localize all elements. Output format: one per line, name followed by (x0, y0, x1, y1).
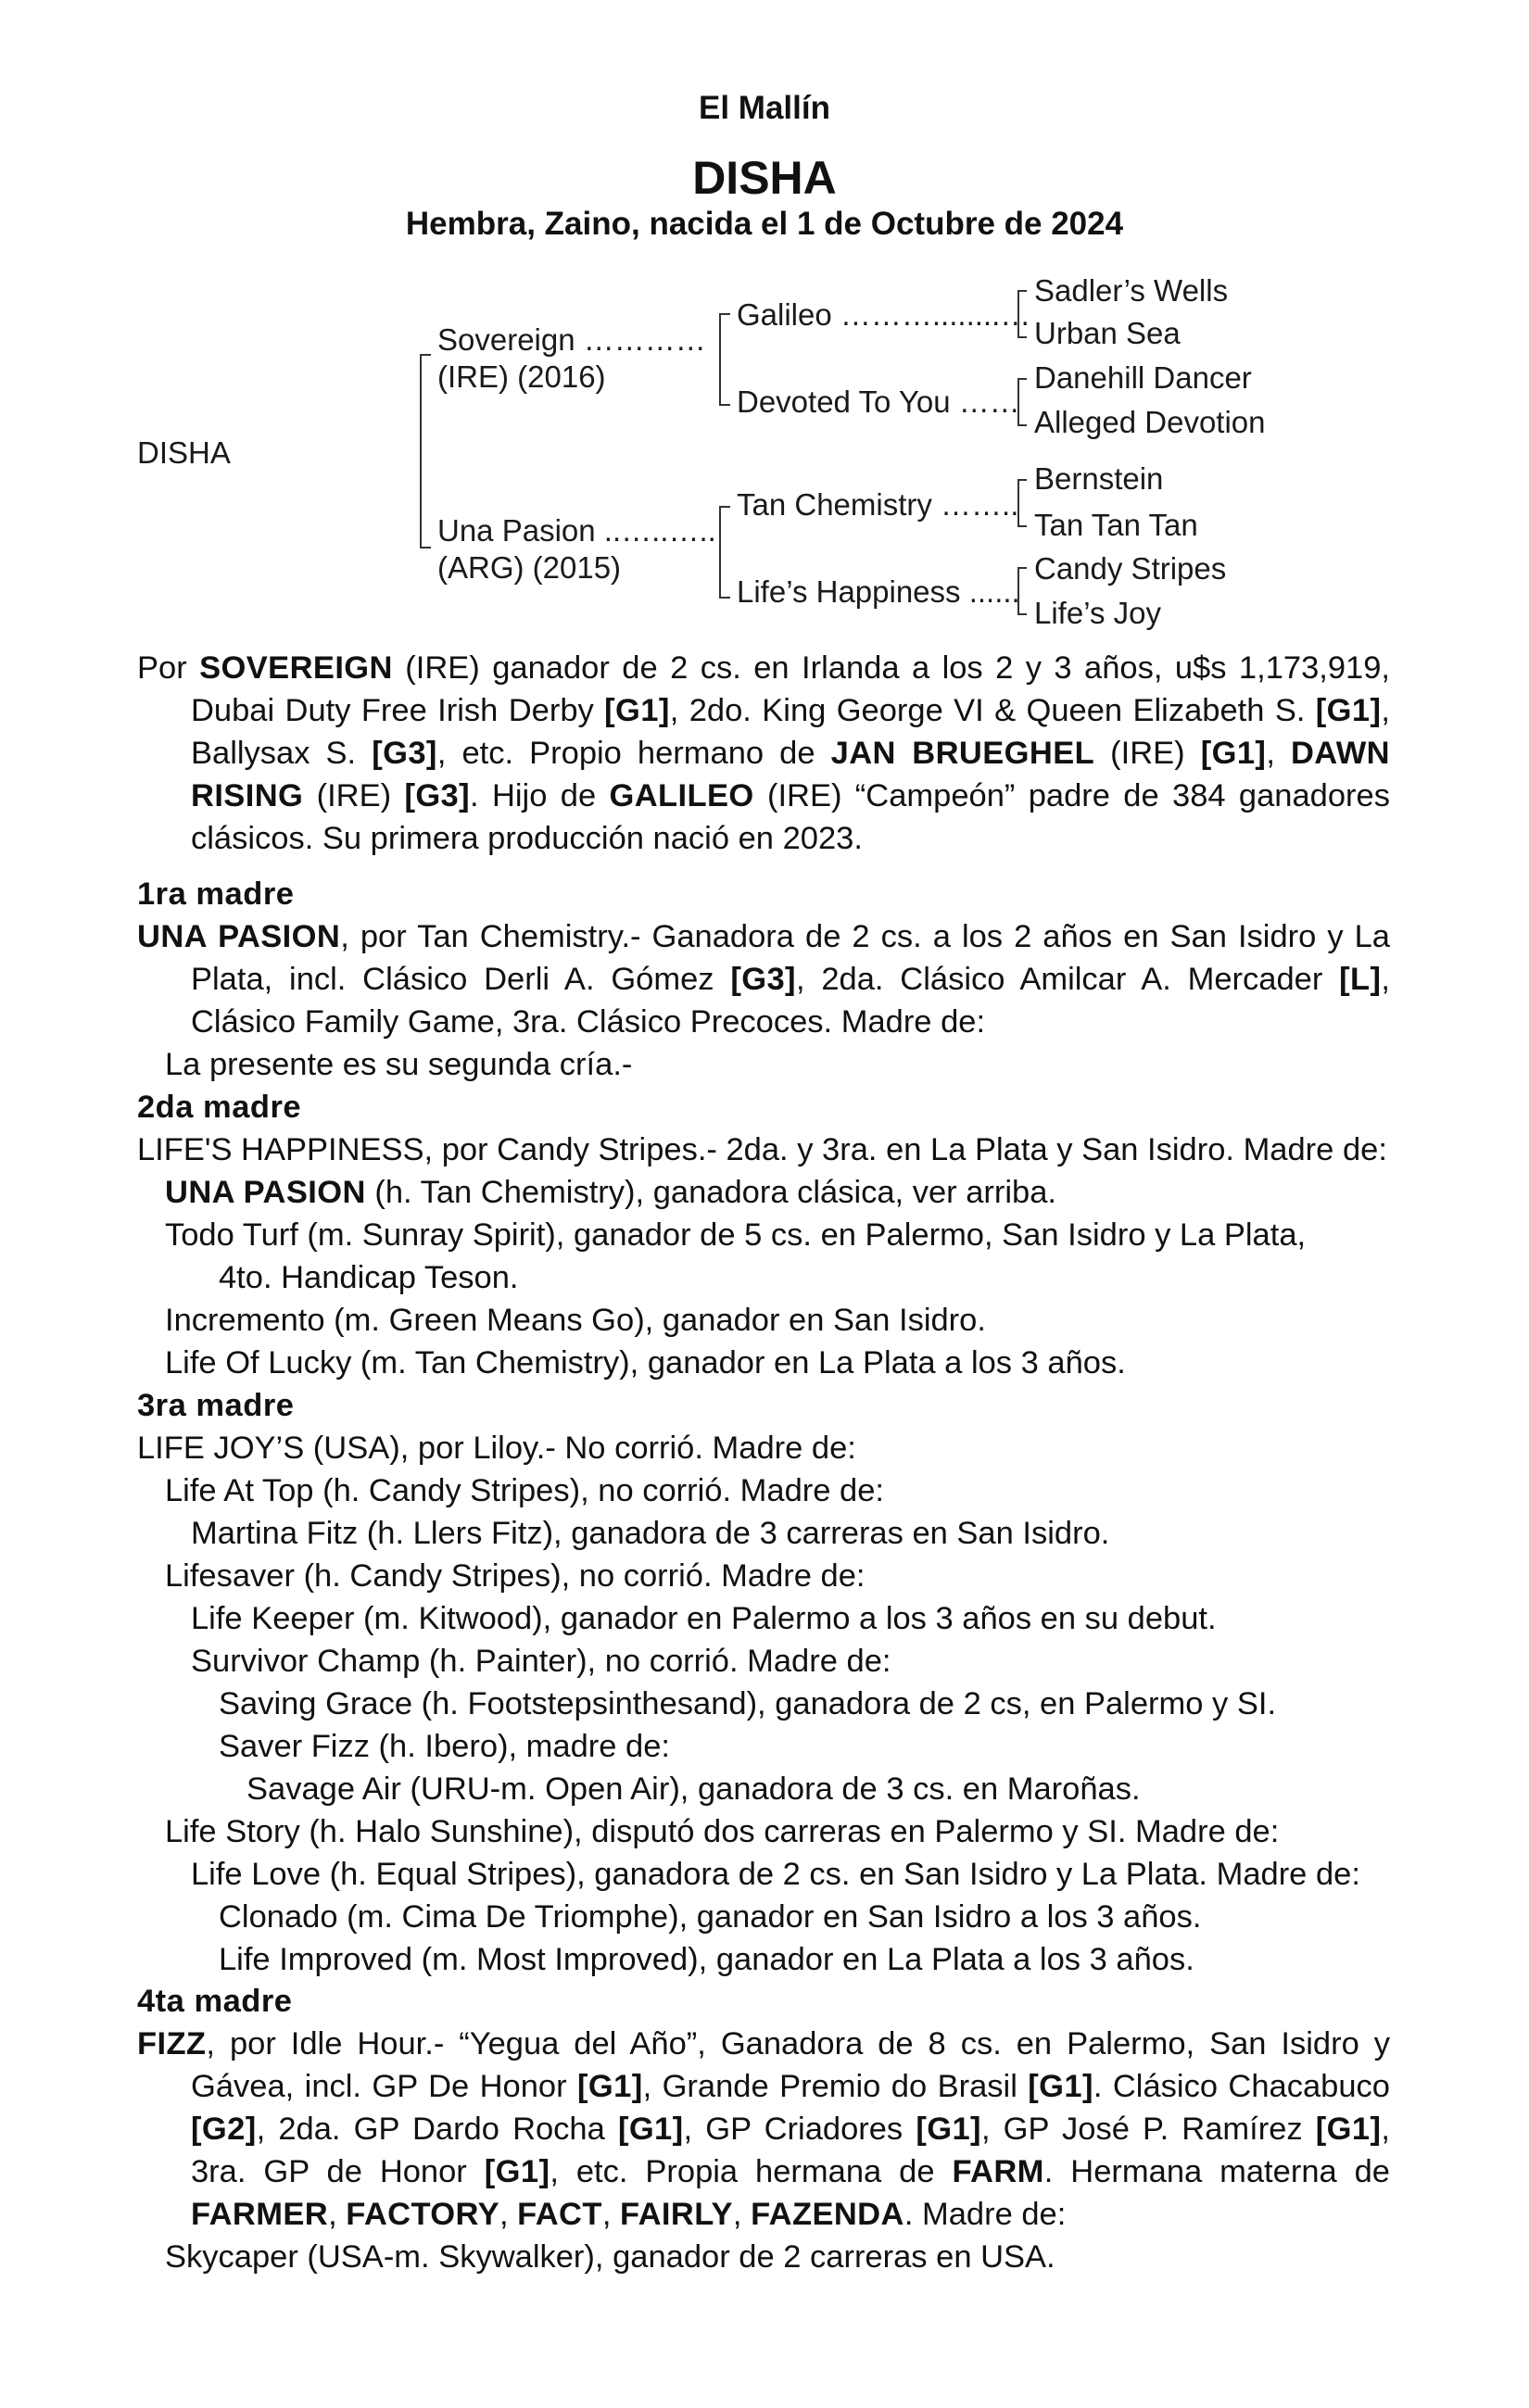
second-dam-offspring-3: Incremento (m. Green Means Go), ganador en San Isidro. (165, 1303, 986, 1338)
pedigree-gg-7: Candy Stripes (1034, 551, 1227, 586)
fourth-dam-heading: 4ta madre (137, 1984, 293, 2019)
pedigree-gg-1: Sadler’s Wells (1034, 273, 1229, 308)
second-dam-offspring-2: Todo Turf (m. Sunray Spirit), ganador de 5 cs. en Palermo, San Isidro y La Plata, (165, 1217, 1307, 1253)
second-dam-heading: 2da madre (137, 1090, 302, 1125)
pedigree-bracket-tanchem (1017, 479, 1027, 527)
pedigree-gg-2: Urban Sea (1034, 316, 1181, 350)
third-dam-line: Savage Air (URU-m. Open Air), ganadora de 3 cs. en Maroñas. (246, 1771, 1141, 1807)
pedigree-gg-6: Tan Tan Tan (1034, 508, 1198, 542)
sire-paragraph: Por SOVEREIGN (IRE) ganador de 2 cs. en Irlanda a los 2 y 3 años, u$s 1,173,919, Dubai Duty Free Irish Derby [G1], 2do. King George VI & Queen Elizabeth S. [G1], Ballysax S. [G3], etc. Propio hermano de JAN BRUEGHEL (IRE) [G1], DAWN RISING (IRE) [G3]. Hijo de GALILEO (IRE) “Campeón” padre de 384 ganadores clásicos. Su primera producción nació en 2023. (137, 650, 1390, 856)
first-dam-section (137, 873, 1390, 1086)
third-dam-heading: 3ra madre (137, 1388, 295, 1423)
third-dam-line: Lifesaver (h. Candy Stripes), no corrió. Madre de: (165, 1558, 866, 1594)
pedigree-sire-name: Sovereign ………… (437, 322, 706, 357)
pedigree-dam-sire: Tan Chemistry …….. (737, 487, 1019, 522)
fourth-dam-section (137, 1980, 1390, 2278)
third-dam-line: Martina Fitz (h. Llers Fitz), ganadora de 3 carreras en San Isidro. (191, 1516, 1110, 1551)
pedigree-dam-name: Una Pasion ..…..….. (437, 513, 716, 548)
second-dam-offspring-4: Life Of Lucky (m. Tan Chemistry), ganador en La Plata a los 3 años. (165, 1345, 1126, 1381)
third-dam-line: Life Improved (m. Most Improved), ganador en La Plata a los 3 años. (219, 1942, 1194, 1977)
first-dam-heading: 1ra madre (137, 876, 295, 912)
pedigree-sire-origin: (IRE) (2016) (437, 359, 606, 394)
pedigree-sire-dam: Devoted To You …… (737, 385, 1020, 419)
pedigree-bracket-lifes (1017, 567, 1027, 615)
pedigree-dam-dam: Life’s Happiness ...... (737, 574, 1020, 609)
pedigree-gg-3: Danehill Dancer (1034, 360, 1252, 395)
pedigree-bracket-dam (719, 506, 730, 599)
first-dam-offspring: La presente es su segunda cría.- (165, 1047, 633, 1082)
pedigree-bracket-galileo (1017, 290, 1027, 338)
third-dam-line: Saving Grace (h. Footstepsinthesand), ganadora de 2 cs, en Palermo y SI. (219, 1686, 1277, 1721)
third-dam-line: Life At Top (h. Candy Stripes), no corrió. Madre de: (165, 1473, 884, 1508)
second-dam-intro: LIFE'S HAPPINESS, por Candy Stripes.- 2da. y 3ra. en La Plata y San Isidro. Madre de: (137, 1132, 1387, 1167)
pedigree-dam-origin: (ARG) (2015) (437, 550, 622, 585)
pedigree-gg-8: Life’s Joy (1034, 596, 1161, 630)
second-dam-offspring-1: UNA PASION (h. Tan Chemistry), ganadora clásica, ver arriba. (165, 1175, 1057, 1210)
fourth-dam-text: FIZZ, por Idle Hour.- “Yegua del Año”, Ganadora de 8 cs. en Palermo, San Isidro y Gávea, incl. GP De Honor [G1], Grande Premio do Brasil [G1]. Clásico Chacabuco [G2], 2da. GP Dardo Rocha [G1], GP Criadores [G1], GP José P. Ramírez [G1], 3ra. GP de Honor [G1], etc. Propia hermana de FARM. Hermana materna de FARMER, FACTORY, FACT, FAIRLY, FAZENDA. Madre de: (137, 2026, 1390, 2232)
third-dam-line: Survivor Champ (h. Painter), no corrió. Madre de: (191, 1644, 891, 1679)
third-dam-section (137, 1384, 1390, 1981)
horse-subtitle: Hembra, Zaino, nacida el 1 de Octubre de 2024 (405, 206, 1124, 242)
pedigree-bracket-devoted (1017, 378, 1027, 426)
pedigree-sire-sire: Galileo ………........… (737, 297, 1031, 332)
fourth-dam-offspring: Skycaper (USA-m. Skywalker), ganador de 2 carreras en USA. (165, 2239, 1055, 2275)
pedigree-subject: DISHA (137, 435, 231, 470)
first-dam-text: UNA PASION, por Tan Chemistry.- Ganadora de 2 cs. a los 2 años en San Isidro y La Plata, incl. Clásico Derli A. Gómez [G3], 2da. Clásico Amilcar A. Mercader [L], Clásico Family Game, 3ra. Clásico Precoces. Madre de: (137, 919, 1391, 1040)
third-dam-line: Life Keeper (m. Kitwood), ganador en Palermo a los 3 años en su debut. (191, 1601, 1217, 1636)
second-dam-section (137, 1086, 1390, 1384)
horse-name-title: DISHA (692, 152, 837, 204)
third-dam-line: Saver Fizz (h. Ibero), madre de: (219, 1729, 671, 1764)
third-dam-intro: LIFE JOY’S (USA), por Liloy.- No corrió. Madre de: (137, 1431, 856, 1466)
third-dam-line: Life Story (h. Halo Sunshine), disputó dos carreras en Palermo y SI. Madre de: (165, 1814, 1280, 1849)
second-dam-offspring-2b: 4to. Handicap Teson. (219, 1260, 519, 1295)
third-dam-line: Clonado (m. Cima De Triomphe), ganador en San Isidro a los 3 años. (219, 1899, 1202, 1935)
pedigree-bracket-sire (719, 313, 730, 406)
pedigree-gg-4: Alleged Devotion (1034, 405, 1266, 439)
breeder-name: El Mallín (699, 90, 830, 126)
pedigree-gg-5: Bernstein (1034, 461, 1164, 496)
pedigree-bracket-gen1 (420, 354, 431, 548)
third-dam-line: Life Love (h. Equal Stripes), ganadora de 2 cs. en San Isidro y La Plata. Madre de: (191, 1857, 1360, 1892)
